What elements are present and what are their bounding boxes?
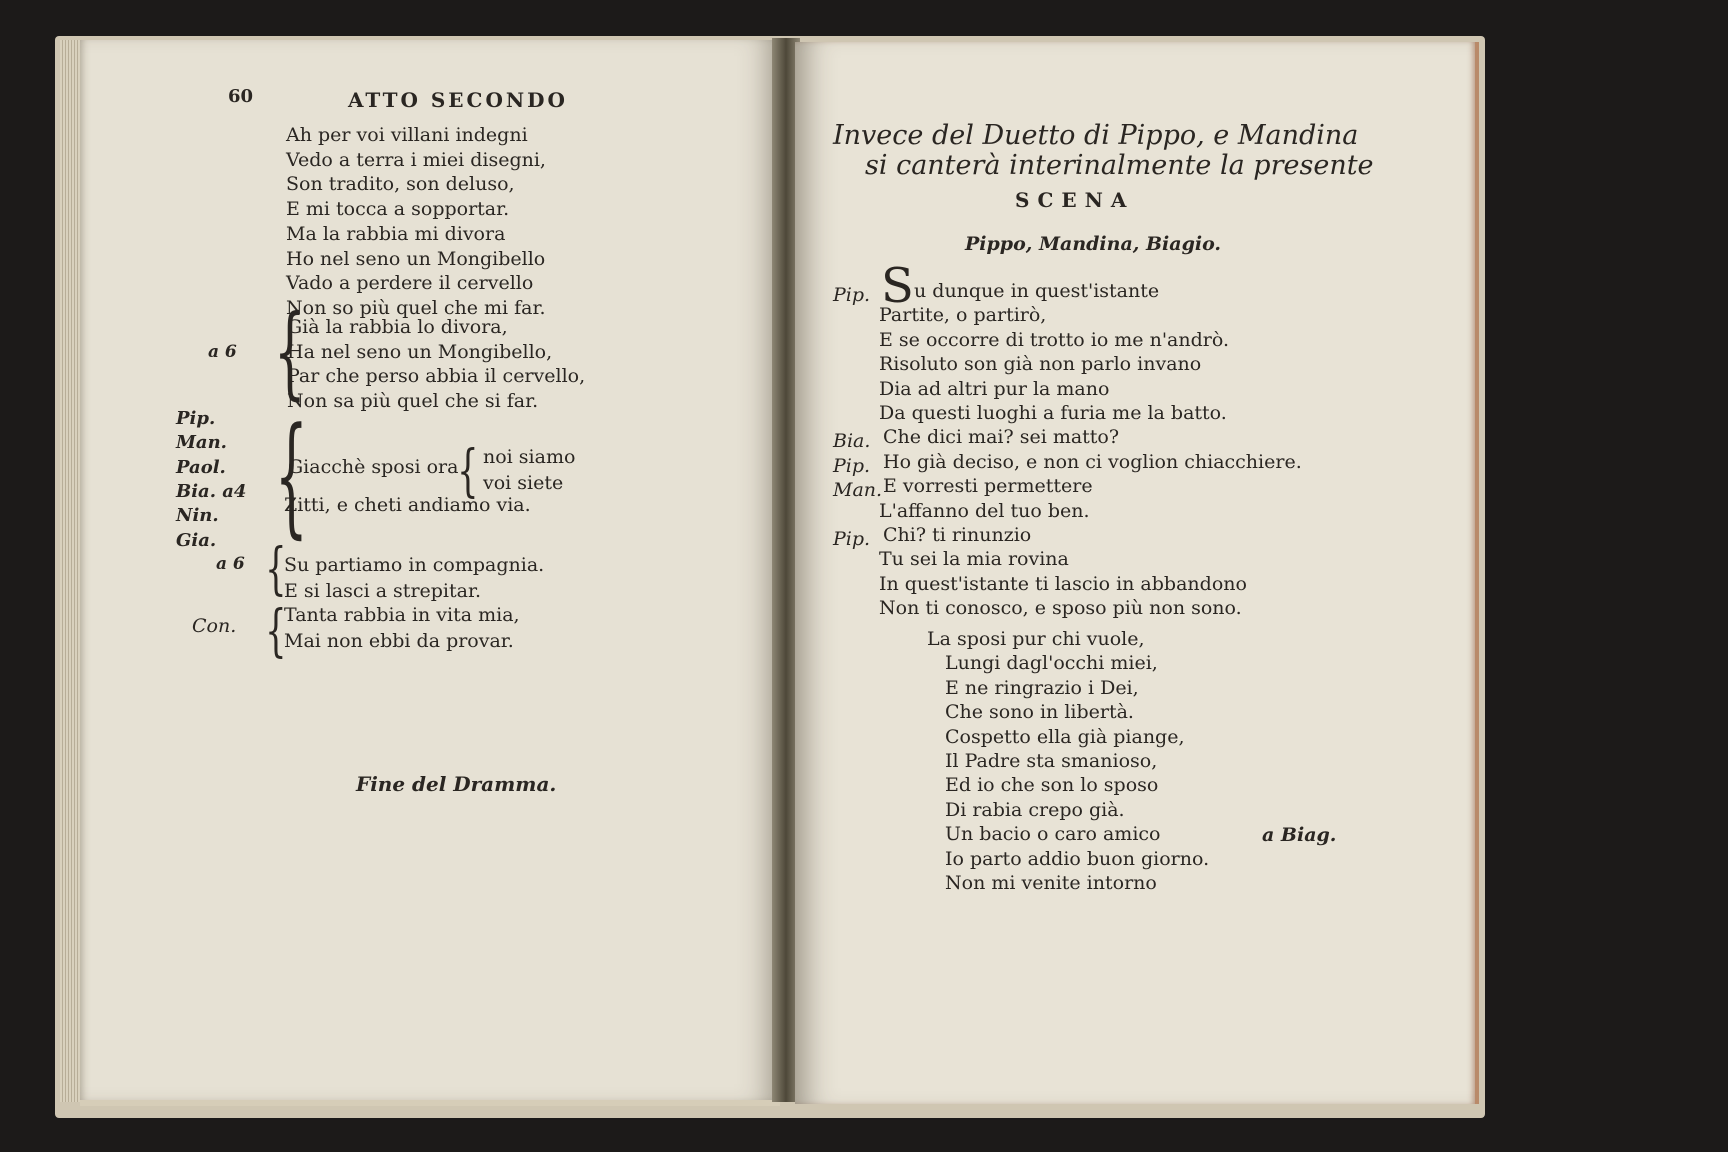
speakers-brace: {	[274, 399, 308, 551]
aria-line: Non mi venite intorno	[945, 872, 1157, 894]
left-page	[80, 40, 780, 1106]
ensemble-line-2: Zitti, e cheti andiamo via.	[284, 494, 531, 516]
page-edges	[60, 40, 82, 1102]
running-head: ATTO SECONDO	[348, 88, 568, 112]
verse-line: Vado a perdere il cervello	[286, 272, 534, 295]
dialogue-line: Dia ad altri pur la mano	[879, 377, 1110, 400]
drop-cap: S	[881, 258, 914, 314]
ensemble-brace: {	[457, 439, 479, 504]
dialogue-line: In quest'istante ti lascio in abbandono	[879, 572, 1247, 595]
aria-line: E ne ringrazio i Dei,	[945, 676, 1139, 699]
speaker-label: Pip.	[833, 284, 871, 306]
stage-direction-aside: a Biag.	[1262, 824, 1337, 846]
aria-line: Che sono in libertà.	[945, 701, 1134, 724]
ensemble-option-1: noi siamo	[483, 446, 576, 468]
fine-del-dramma: Fine del Dramma.	[356, 772, 557, 796]
aria-line: Cospetto ella già piange,	[945, 725, 1185, 748]
speaker-label: Bia. a4	[176, 480, 247, 502]
dialogue-line: Ho già deciso, e non ci voglion chiacchiere.	[883, 450, 1302, 473]
speaker-label: Pip.	[176, 408, 216, 429]
speaker-label: Nin.	[176, 505, 219, 527]
speaker-label: Pip.	[833, 528, 871, 550]
dialogue-line: Tu sei la mia rovina	[879, 548, 1069, 571]
chorus-line: Già la rabbia lo divora,	[287, 316, 508, 338]
verse-line: Vedo a terra i miei disegni,	[286, 148, 546, 171]
dialogue-line: Che dici mai? sei matto?	[883, 426, 1120, 449]
dialogue-line: E se occorre di trotto io me n'andrò.	[879, 328, 1230, 351]
con-line-1: Tanta rabbia in vita mia,	[284, 604, 520, 626]
final-chorus-line-1: Su partiamo in compagnia.	[284, 554, 545, 576]
speaker-label: Man.	[176, 432, 227, 454]
aria-line: Ed io che son lo sposo	[945, 774, 1159, 797]
verse-line: E mi tocca a sopportar.	[286, 198, 510, 221]
speaker-label: Man.	[833, 479, 883, 502]
verse-line: Ma la rabbia mi divora	[286, 222, 506, 245]
page-number: 60	[228, 86, 254, 107]
dialogue-line: Partite, o partirò,	[879, 304, 1047, 327]
speaker-label: Gia.	[176, 529, 217, 551]
aria-line: Di rabia crepo già.	[945, 798, 1125, 821]
dialogue-line: E vorresti permettere	[883, 475, 1093, 498]
verse-line: Ah per voi villani indegni	[286, 124, 528, 146]
speaker-label: Paol.	[176, 456, 226, 478]
dialogue-line: u dunque in quest'istante	[914, 280, 1160, 302]
dialogue-line: L'affanno del tuo ben.	[879, 499, 1090, 522]
verse-line: Son tradito, son deluso,	[286, 173, 515, 196]
chorus-line: Ha nel seno un Mongibello,	[287, 340, 553, 363]
character-list: Pippo, Mandina, Biagio.	[965, 233, 1222, 255]
aria-line: Il Padre sta smanioso,	[945, 750, 1158, 772]
aria-line: La sposi pur chi vuole,	[927, 628, 1145, 650]
final-chorus-line-2: E si lasci a strepitar.	[284, 580, 482, 602]
dialogue-line: Da questi luoghi a furia me la batto.	[879, 402, 1227, 424]
verse-line: Ho nel seno un Mongibello	[286, 247, 546, 270]
con-brace: {	[265, 599, 287, 664]
speaker-label: Pip.	[833, 454, 871, 477]
final-chorus-label: a 6	[216, 554, 245, 574]
con-label: Con.	[192, 615, 237, 637]
dialogue-line: Non ti conosco, e sposo più non sono.	[879, 597, 1242, 620]
right-page	[795, 42, 1479, 1104]
chorus-line: Non sa più quel che si far.	[287, 389, 539, 412]
dialogue-line: Risoluto son già non parlo invano	[879, 353, 1202, 376]
title-line-1: Invece del Duetto di Pippo, e Mandina	[833, 120, 1359, 151]
speaker-label: Bia.	[833, 430, 871, 453]
aria-line: Lungi dagl'occhi miei,	[945, 652, 1158, 675]
scene-heading: SCENA	[1015, 188, 1135, 212]
final-chorus-brace: {	[265, 537, 287, 602]
verse-line: Non so più quel che mi far.	[286, 296, 546, 319]
chorus-label: a 6	[208, 342, 237, 362]
ensemble-line: Giacchè sposi ora	[288, 456, 459, 478]
aria-line: Io parto addio buon giorno.	[945, 847, 1210, 870]
con-line-2: Mai non ebbi da provar.	[284, 630, 514, 652]
aria-line: Un bacio o caro amico	[945, 823, 1161, 846]
chorus-line: Par che perso abbia il cervello,	[287, 365, 586, 387]
title-line-2: si canterà interinalmente la presente	[865, 150, 1374, 181]
ensemble-option-2: voi siete	[483, 472, 564, 494]
chorus-brace: {	[273, 293, 306, 410]
dialogue-line: Chi? ti rinunzio	[883, 524, 1032, 546]
